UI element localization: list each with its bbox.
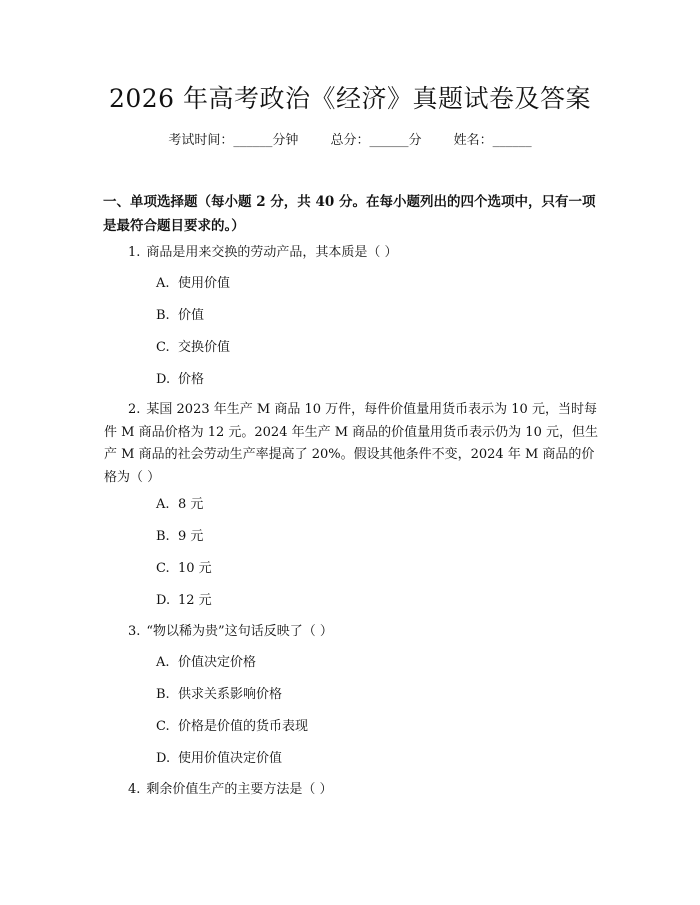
option-text: 价格是价值的货币表现 (178, 719, 309, 734)
option-text: 价值决定价格 (178, 655, 257, 670)
question-stem (104, 779, 602, 802)
exam-title: 2026 年高考政治《经济》真题试卷及答案 (108, 84, 592, 113)
question-number: 4. (128, 782, 141, 797)
answer-option (156, 495, 203, 515)
option-letter: D. (156, 593, 171, 608)
option-letter: B. (156, 529, 170, 544)
option-text: 价值 (178, 308, 205, 323)
section-heading: 一、单项选择题（每小题 2 分，共 40 分。在每小题列出的四个选项中，只有一项是最符合题目要求的。） (103, 194, 596, 234)
option-letter: B. (156, 687, 170, 702)
option-text: 使用价值决定价值 (178, 751, 283, 766)
exam-meta-row (0, 131, 700, 151)
answer-option (156, 749, 282, 769)
answer-option (156, 717, 308, 737)
option-text: 9 元 (178, 529, 204, 544)
question-stem (104, 242, 602, 265)
option-letter: D. (156, 751, 171, 766)
question-text: “物以稀为贵”这句话反映了（ ） (146, 624, 333, 639)
exam-score-field: 总分：______分 (330, 133, 422, 148)
option-letter: C. (156, 561, 170, 576)
option-text: 12 元 (178, 593, 212, 608)
answer-option (156, 527, 203, 547)
option-letter: B. (156, 308, 170, 323)
option-text: 供求关系影响价格 (178, 687, 283, 702)
question-text: 剩余价值生产的主要方法是（ ） (146, 782, 333, 797)
answer-option (156, 685, 282, 705)
question-number: 1. (128, 245, 141, 260)
exam-time-field: 考试时间：______分钟 (168, 133, 299, 148)
option-letter: A. (156, 276, 170, 291)
option-text: 交换价值 (178, 340, 231, 355)
question-text: 某国 2023 年生产 M 商品 10 万件，每件价值量用货币表示为 10 元，当时每件 M 商品价格为 12 元。2024 年生产 M 商品的价值量用货币表示仍为 10 元，但生产 M 商品的社会劳动生产率提高了 20%。假设其他条件不变，2024 年 M 商品的价格为（ ） (104, 402, 598, 485)
option-letter: A. (156, 497, 170, 512)
answer-option (156, 559, 212, 579)
option-letter: C. (156, 340, 170, 355)
answer-option (156, 306, 204, 326)
question-number: 2. (128, 402, 141, 417)
option-letter: D. (156, 372, 171, 387)
answer-option (156, 653, 256, 673)
question-stem (104, 399, 602, 489)
option-text: 8 元 (178, 497, 204, 512)
question-stem (104, 621, 602, 644)
option-letter: A. (156, 655, 170, 670)
option-letter: C. (156, 719, 170, 734)
student-name-field: 姓名：______ (453, 133, 532, 148)
answer-option (156, 338, 230, 358)
question-text: 商品是用来交换的劳动产品，其本质是（ ） (146, 245, 398, 260)
answer-option (156, 370, 204, 390)
option-text: 价格 (178, 372, 205, 387)
answer-option (156, 274, 230, 294)
answer-option (156, 591, 212, 611)
option-text: 使用价值 (178, 276, 231, 291)
option-text: 10 元 (178, 561, 212, 576)
question-number: 3. (128, 624, 141, 639)
